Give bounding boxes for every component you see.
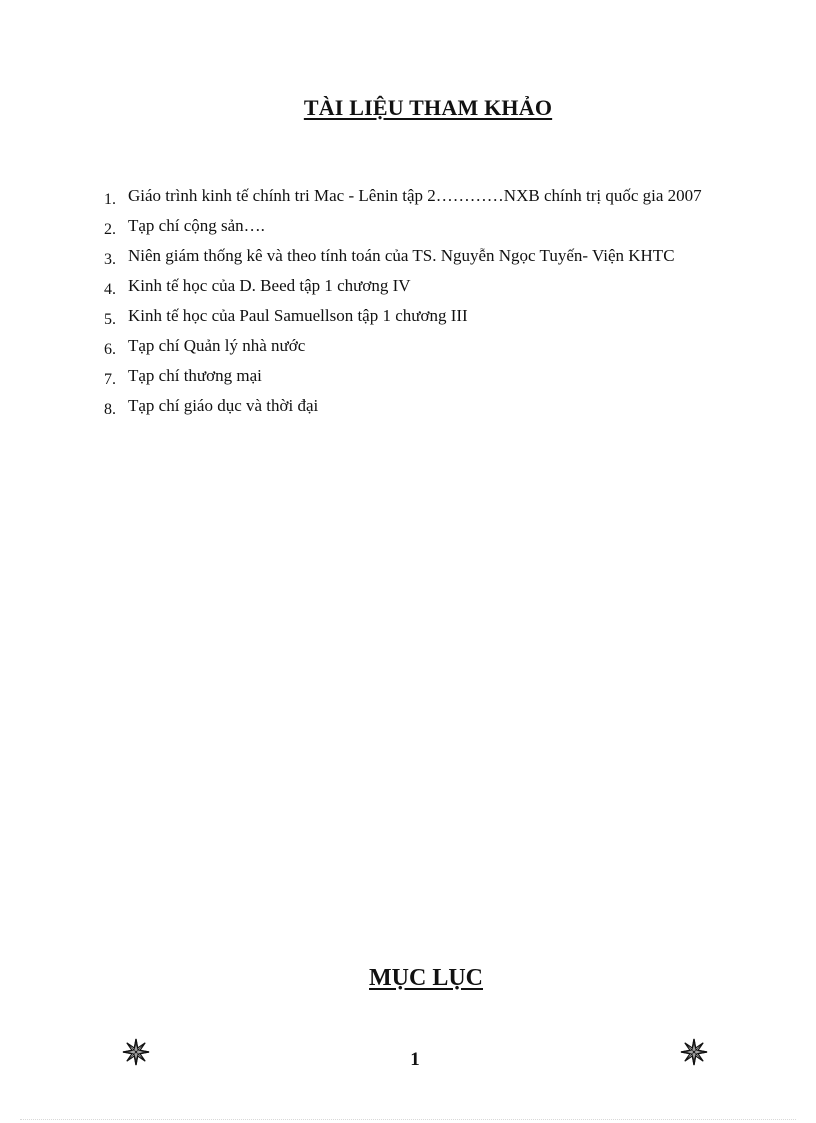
- list-item: [100, 305, 736, 326]
- reference-number: 8.: [104, 401, 116, 418]
- section-heading: MỤC LỤC: [369, 965, 483, 991]
- page-bottom-divider: [20, 1119, 796, 1120]
- reference-text: Tạp chí giáo dục và thời đại: [128, 396, 319, 415]
- list-item: [100, 395, 736, 416]
- reference-text: Niên giám thống kê và theo tính toán của TS. Nguyễn Ngọc Tuyến- Viện KHTC: [128, 246, 675, 265]
- list-item: [100, 215, 736, 236]
- compass-star-icon: [680, 1038, 708, 1066]
- compass-star-icon: [122, 1038, 150, 1066]
- reference-text: Giáo trình kinh tế chính tri Mac - Lênin tập 2…………NXB chính trị quốc gia 2007: [128, 186, 702, 205]
- list-item: [100, 185, 736, 206]
- list-item: [100, 335, 736, 356]
- page-title: TÀI LIỆU THAM KHẢO: [303, 95, 553, 120]
- list-item: [100, 275, 736, 296]
- reference-text: Kinh tế học của Paul Samuellson tập 1 chương III: [128, 306, 468, 325]
- reference-number: 5.: [104, 311, 116, 328]
- page-number: 1: [410, 1049, 420, 1070]
- list-item: [100, 365, 736, 386]
- reference-text: Tạp chí cộng sản….: [128, 216, 265, 235]
- list-item: [100, 245, 736, 266]
- reference-text: Tạp chí thương mại: [128, 366, 262, 385]
- reference-text: Kinh tế học của D. Beed tập 1 chương IV: [128, 276, 411, 295]
- reference-list: [100, 185, 736, 425]
- reference-number: 3.: [104, 251, 116, 268]
- reference-number: 1.: [104, 191, 116, 208]
- reference-number: 4.: [104, 281, 116, 298]
- reference-number: 6.: [104, 341, 116, 358]
- reference-text: Tạp chí Quản lý nhà nước: [128, 336, 306, 355]
- reference-number: 2.: [104, 221, 116, 238]
- reference-number: 7.: [104, 371, 116, 388]
